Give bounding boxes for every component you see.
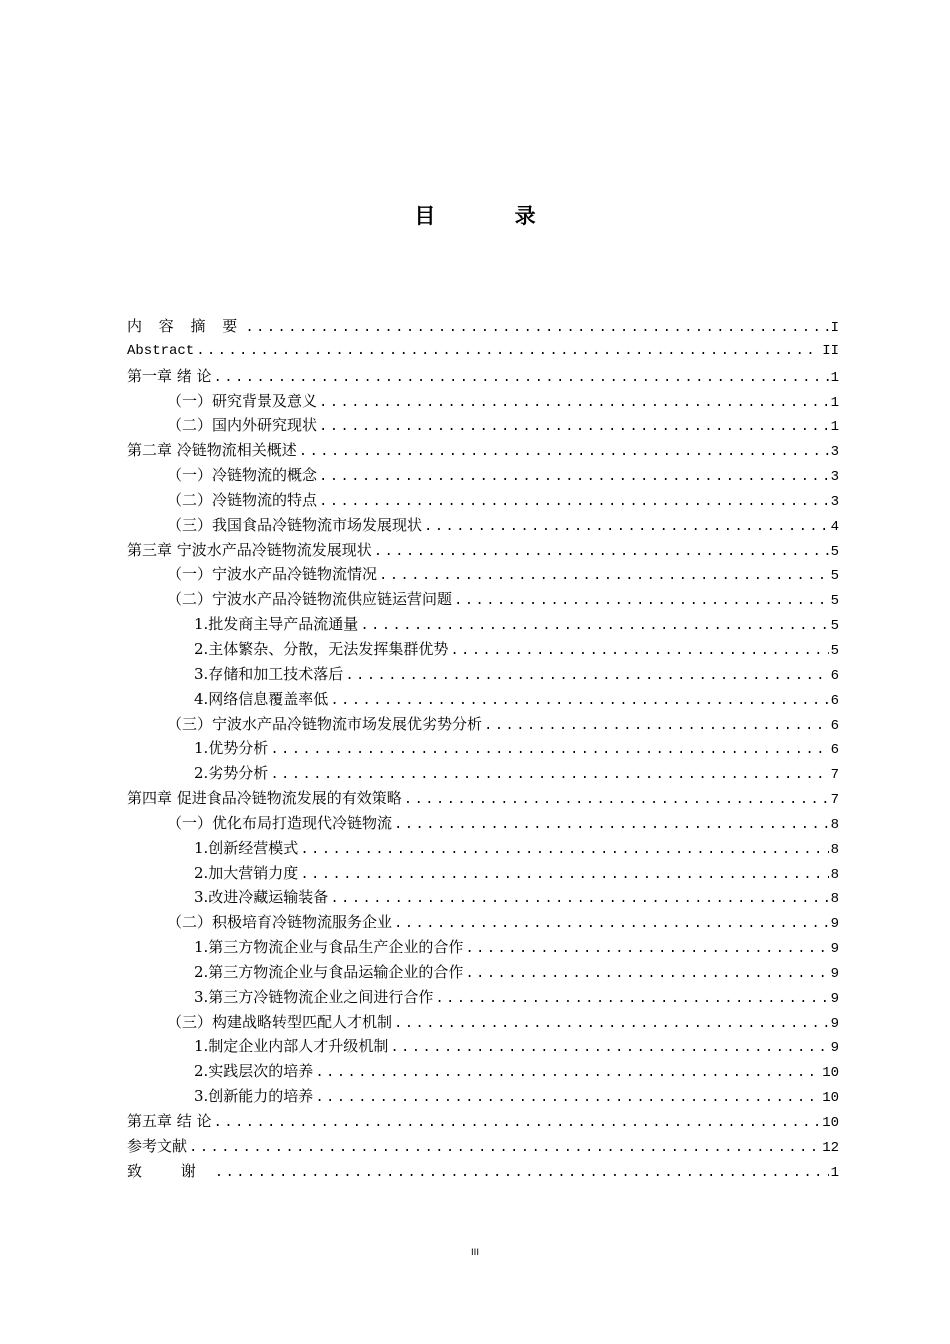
toc-dot-leader	[454, 589, 829, 612]
toc-dot-leader	[319, 465, 829, 488]
toc-entry[interactable]	[127, 612, 839, 637]
toc-dot-leader	[245, 316, 828, 339]
toc-dot-leader	[465, 962, 828, 985]
toc-entry[interactable]	[127, 364, 839, 389]
toc-entry[interactable]	[127, 314, 839, 339]
toc-entry-page-number: 3	[830, 493, 839, 510]
toc-entry-page-number: 1	[830, 369, 839, 386]
toc-entry[interactable]	[127, 687, 839, 712]
toc-entry-label: 第四章 促进食品冷链物流发展的有效策略	[127, 789, 402, 808]
toc-entry-label: 1.创新经营模式	[194, 838, 299, 857]
toc-dot-leader	[450, 639, 828, 662]
toc-entry-label: （一）宁波水产品冷链物流情况	[167, 565, 378, 584]
toc-dot-leader	[374, 540, 829, 563]
toc-entry-label: （二）国内外研究现状	[167, 416, 318, 435]
toc-entry-page-number: 9	[830, 1015, 839, 1032]
toc-entry[interactable]	[127, 786, 839, 811]
toc-dot-leader	[315, 1061, 820, 1084]
toc-entry[interactable]	[127, 1159, 839, 1184]
toc-entry-label: 1.优势分析	[194, 739, 269, 758]
toc-entry[interactable]	[127, 488, 839, 513]
toc-entry[interactable]	[127, 538, 839, 563]
toc-entry[interactable]	[127, 861, 839, 886]
footer-page-number: III	[471, 1248, 479, 1258]
toc-dot-leader	[196, 339, 820, 364]
toc-entry-label: （二）冷链物流的特点	[167, 490, 318, 509]
toc-entry-label: 第五章 结 论	[127, 1112, 212, 1130]
toc-entry-label: 第二章 冷链物流相关概述	[127, 441, 297, 460]
toc-entry[interactable]	[127, 1059, 839, 1084]
toc-entry[interactable]	[127, 761, 839, 786]
toc-entry-label: 参考文献	[127, 1136, 188, 1155]
toc-dot-leader	[330, 887, 828, 910]
toc-entry-page-number: 1	[830, 419, 839, 436]
toc-entry-page-number: 10	[822, 1115, 839, 1131]
toc-entry-label: （三）宁波水产品冷链物流市场发展优劣势分析	[167, 714, 483, 733]
toc-entry-label: 3.存储和加工技术落后	[194, 664, 344, 683]
table-of-contents	[127, 314, 839, 1184]
toc-entry-page-number: 8	[830, 816, 839, 833]
toc-entry-page-number: 6	[830, 742, 839, 759]
toc-entry-label: Abstract	[127, 342, 195, 359]
toc-dot-leader	[390, 1036, 828, 1059]
toc-entry[interactable]	[127, 811, 839, 836]
toc-dot-leader	[319, 391, 829, 414]
toc-dot-leader	[435, 987, 828, 1010]
toc-dot-leader	[214, 366, 829, 389]
toc-dot-leader	[394, 813, 829, 836]
toc-entry[interactable]	[127, 1084, 839, 1109]
page-title: 目 录	[414, 204, 572, 228]
toc-entry[interactable]	[127, 736, 839, 761]
toc-entry-label: 3.改进冷藏运输装备	[194, 888, 329, 907]
toc-entry-label: （二）积极培育冷链物流服务企业	[167, 913, 393, 932]
toc-entry-label: 4.网络信息覆盖率低	[194, 689, 329, 708]
toc-entry[interactable]	[127, 438, 839, 463]
toc-entry-label: 3.创新能力的培养	[194, 1087, 314, 1106]
toc-dot-leader	[379, 564, 829, 587]
toc-entry-page-number: 6	[830, 717, 839, 734]
toc-dot-leader	[424, 515, 829, 538]
toc-entry[interactable]	[127, 935, 839, 960]
toc-dot-leader	[299, 440, 829, 463]
toc-entry-label: 第一章 绪 论	[127, 366, 212, 385]
toc-entry[interactable]	[127, 985, 839, 1010]
toc-entry-page-number: I	[830, 320, 839, 336]
toc-entry[interactable]	[127, 836, 839, 861]
toc-entry-page-number: 8	[830, 841, 839, 858]
toc-entry-page-number: 9	[830, 941, 839, 958]
toc-dot-leader	[270, 738, 828, 761]
toc-entry[interactable]	[127, 1034, 839, 1059]
toc-entry-label: 3.第三方冷链物流企业之间进行合作	[194, 987, 434, 1006]
toc-entry-page-number: 5	[830, 593, 839, 610]
toc-entry-label: （三）构建战略转型匹配人才机制	[167, 1012, 393, 1031]
toc-dot-leader	[404, 788, 829, 811]
toc-entry-page-number: 7	[830, 767, 839, 784]
toc-entry[interactable]	[127, 1109, 839, 1134]
toc-dot-leader	[394, 1012, 829, 1035]
toc-entry-label: （一）研究背景及意义	[167, 391, 318, 410]
toc-entry-page-number: 9	[830, 1040, 839, 1057]
toc-entry-page-number: 7	[830, 792, 839, 809]
toc-entry-page-number: 6	[830, 692, 839, 709]
toc-entry[interactable]	[127, 637, 839, 662]
toc-entry-label: 2.实践层次的培养	[194, 1062, 314, 1081]
toc-entry-page-number: 5	[830, 543, 839, 560]
toc-entry-label: 1.批发商主导产品流通量	[194, 615, 359, 634]
toc-entry[interactable]	[127, 1010, 839, 1035]
toc-entry-label: （二）宁波水产品冷链物流供应链运营问题	[167, 590, 453, 609]
toc-dot-leader	[330, 689, 828, 712]
toc-entry-page-number: 9	[830, 990, 839, 1007]
toc-entry[interactable]	[127, 885, 839, 910]
toc-dot-leader	[215, 1161, 829, 1184]
toc-dot-leader	[300, 863, 828, 886]
toc-entry[interactable]	[127, 1134, 839, 1159]
toc-entry-label: 内 容 摘 要	[127, 317, 244, 335]
toc-entry[interactable]	[127, 339, 839, 364]
toc-dot-leader	[319, 490, 829, 513]
toc-entry[interactable]	[127, 712, 839, 737]
toc-entry[interactable]	[127, 562, 839, 587]
toc-dot-leader	[345, 664, 828, 687]
toc-entry-page-number: II	[822, 342, 839, 359]
toc-entry-label: （一）优化布局打造现代冷链物流	[167, 813, 393, 832]
toc-entry-label: 1.第三方物流企业与食品生产企业的合作	[194, 938, 464, 957]
toc-entry-page-number: 8	[830, 891, 839, 908]
toc-entry-page-number: 8	[830, 866, 839, 883]
toc-entry[interactable]	[127, 662, 839, 687]
toc-entry-label: 致 谢	[127, 1161, 213, 1180]
toc-entry-page-number: 9	[830, 965, 839, 982]
toc-dot-leader	[189, 1136, 820, 1159]
toc-entry-label: 第三章 宁波水产品冷链物流发展现状	[127, 540, 372, 559]
toc-entry-page-number: 1	[830, 394, 839, 411]
toc-entry-label: （一）冷链物流的概念	[167, 466, 318, 485]
toc-entry[interactable]	[127, 910, 839, 935]
toc-entry-page-number: 5	[830, 568, 839, 585]
toc-entry[interactable]	[127, 389, 839, 414]
toc-dot-leader	[270, 763, 828, 786]
toc-entry-page-number: 6	[830, 667, 839, 684]
toc-entry[interactable]	[127, 463, 839, 488]
toc-dot-leader	[315, 1086, 820, 1109]
toc-entry[interactable]	[127, 960, 839, 985]
toc-entry[interactable]	[127, 513, 839, 538]
toc-entry-label: 2.主体繁杂、分散，无法发挥集群优势	[194, 639, 449, 658]
toc-entry-label: 1.制定企业内部人才升级机制	[194, 1037, 389, 1056]
toc-entry-page-number: 12	[822, 1139, 839, 1156]
toc-entry-page-number: 5	[830, 618, 839, 635]
toc-dot-leader	[465, 937, 828, 960]
toc-dot-leader	[360, 614, 828, 637]
toc-entry-page-number: 9	[830, 916, 839, 933]
toc-entry-label: （三）我国食品冷链物流市场发展现状	[167, 515, 423, 534]
toc-dot-leader	[300, 838, 828, 861]
toc-dot-leader	[319, 415, 829, 438]
toc-entry-page-number: 3	[830, 444, 839, 461]
toc-entry-page-number: 10	[822, 1065, 839, 1082]
toc-entry-page-number: 4	[830, 518, 839, 535]
toc-entry-page-number: 5	[830, 642, 839, 659]
toc-entry-label: 2.加大营销力度	[194, 863, 299, 882]
toc-entry-page-number: 3	[830, 469, 839, 486]
toc-dot-leader	[214, 1111, 821, 1134]
toc-entry[interactable]	[127, 413, 839, 438]
toc-entry-label: 2.劣势分析	[194, 764, 269, 783]
toc-entry[interactable]	[127, 587, 839, 612]
toc-dot-leader	[484, 714, 829, 737]
toc-dot-leader	[394, 912, 829, 935]
toc-entry-label: 2.第三方物流企业与食品运输企业的合作	[194, 962, 464, 981]
toc-entry-page-number: 1	[830, 1164, 839, 1181]
toc-entry-page-number: 10	[822, 1090, 839, 1107]
